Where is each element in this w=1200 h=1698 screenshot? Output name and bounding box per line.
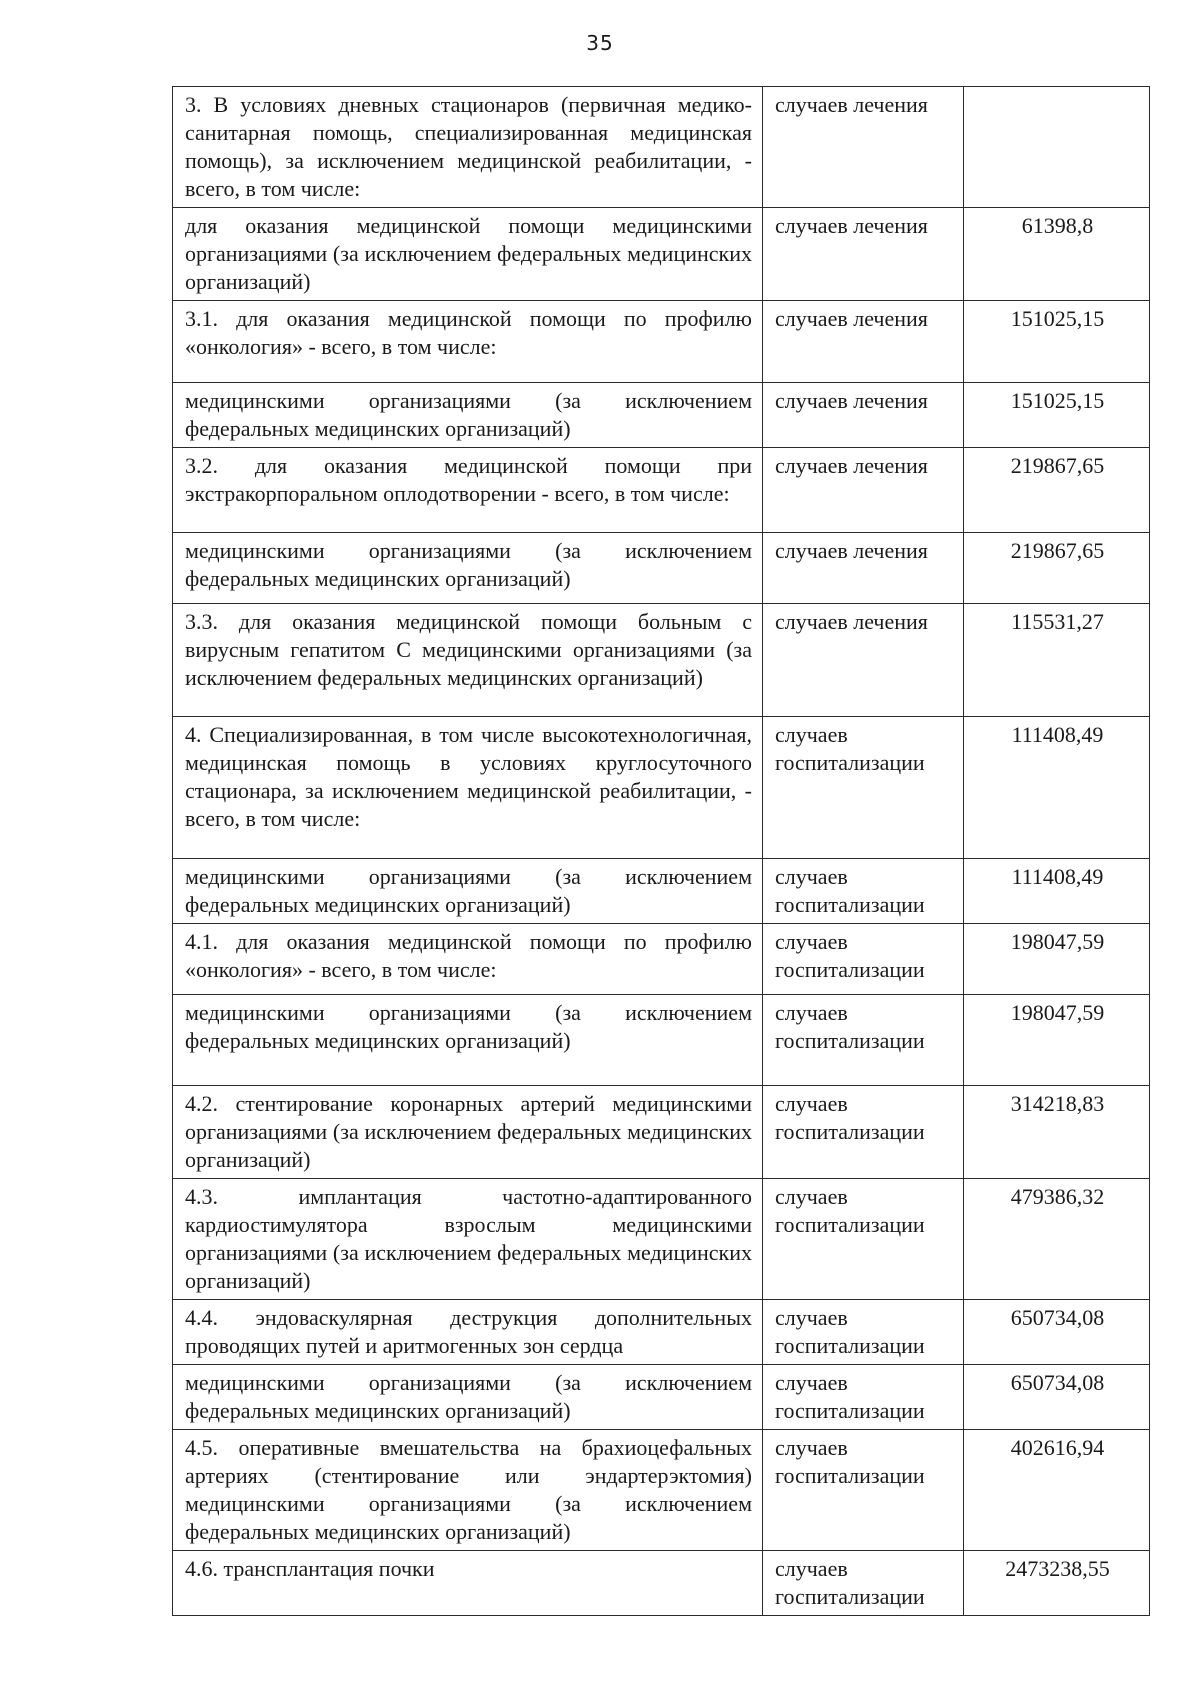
- row-unit: случаев лечения: [763, 383, 964, 448]
- row-value: 2473238,55: [964, 1551, 1150, 1616]
- row-value: 650734,08: [964, 1300, 1150, 1365]
- row-unit: случаев лечения: [763, 448, 964, 533]
- row-unit: случаев госпитализации: [763, 1300, 964, 1365]
- row-value: 314218,83: [964, 1086, 1150, 1179]
- row-unit: случаев лечения: [763, 604, 964, 717]
- row-unit: случаев госпитализации: [763, 995, 964, 1086]
- cost-standards-table: [172, 86, 1150, 1616]
- row-description: для оказания медицинской помощи медицинскими организациями (за исключением федеральных медицинских организаций): [173, 208, 763, 301]
- table-row: [173, 1179, 1150, 1300]
- row-unit: случаев госпитализации: [763, 717, 964, 859]
- row-unit: случаев лечения: [763, 208, 964, 301]
- row-description: 3.2. для оказания медицинской помощи при экстракорпоральном оплодотворении - всего, в том числе:: [173, 448, 763, 533]
- row-value: 479386,32: [964, 1179, 1150, 1300]
- row-unit: случаев лечения: [763, 533, 964, 604]
- table-row: [173, 604, 1150, 717]
- table-row: [173, 383, 1150, 448]
- table-row: [173, 87, 1150, 208]
- row-value: 111408,49: [964, 859, 1150, 924]
- row-description: 3.3. для оказания медицинской помощи больным с вирусным гепатитом С медицинскими организациями (за исключением федеральных медицинских организаций): [173, 604, 763, 717]
- row-description: медицинскими организациями (за исключением федеральных медицинских организаций): [173, 995, 763, 1086]
- row-unit: случаев госпитализации: [763, 1430, 964, 1551]
- row-value: 198047,59: [964, 924, 1150, 995]
- table-row: [173, 1300, 1150, 1365]
- table-row: [173, 1430, 1150, 1551]
- row-value: 151025,15: [964, 301, 1150, 383]
- row-unit: случаев лечения: [763, 87, 964, 208]
- row-description: 4.5. оперативные вмешательства на брахиоцефальных артериях (стентирование или эндартерэктомия) медицинскими организациями (за исключением федеральных медицинских организаций): [173, 1430, 763, 1551]
- row-value: 219867,65: [964, 448, 1150, 533]
- row-description: 4.3. имплантация частотно-адаптированного кардиостимулятора взрослым медицинскими организациями (за исключением федеральных медицинских организаций): [173, 1179, 763, 1300]
- row-value: 61398,8: [964, 208, 1150, 301]
- table-row: [173, 717, 1150, 859]
- row-value: 219867,65: [964, 533, 1150, 604]
- row-description: 3. В условиях дневных стационаров (первичная медико-санитарная помощь, специализированная медицинская помощь), за исключением медицинской реабилитации, - всего, в том числе:: [173, 87, 763, 208]
- page-number: 35: [586, 31, 614, 55]
- row-unit: случаев госпитализации: [763, 859, 964, 924]
- row-value: 650734,08: [964, 1365, 1150, 1430]
- row-value: 402616,94: [964, 1430, 1150, 1551]
- table-row: [173, 208, 1150, 301]
- table-row: [173, 533, 1150, 604]
- row-description: медицинскими организациями (за исключением федеральных медицинских организаций): [173, 383, 763, 448]
- row-value: 115531,27: [964, 604, 1150, 717]
- row-description: медицинскими организациями (за исключением федеральных медицинских организаций): [173, 1365, 763, 1430]
- row-description: медицинскими организациями (за исключением федеральных медицинских организаций): [173, 533, 763, 604]
- row-description: 4.6. трансплантация почки: [173, 1551, 763, 1616]
- row-description: 4. Специализированная, в том числе высокотехнологичная, медицинская помощь в условиях круглосуточного стационара, за исключением медицинской реабилитации, - всего, в том числе:: [173, 717, 763, 859]
- row-unit: случаев госпитализации: [763, 1551, 964, 1616]
- row-unit: случаев госпитализации: [763, 924, 964, 995]
- row-unit: случаев госпитализации: [763, 1086, 964, 1179]
- row-description: 4.1. для оказания медицинской помощи по профилю «онкология» - всего, в том числе:: [173, 924, 763, 995]
- table-row: [173, 1551, 1150, 1616]
- row-description: 3.1. для оказания медицинской помощи по профилю «онкология» - всего, в том числе:: [173, 301, 763, 383]
- row-description: 4.2. стентирование коронарных артерий медицинскими организациями (за исключением федеральных медицинских организаций): [173, 1086, 763, 1179]
- row-description: 4.4. эндоваскулярная деструкция дополнительных проводящих путей и аритмогенных зон сердца: [173, 1300, 763, 1365]
- table-row: [173, 1365, 1150, 1430]
- row-value: 151025,15: [964, 383, 1150, 448]
- table-row: [173, 301, 1150, 383]
- row-unit: случаев лечения: [763, 301, 964, 383]
- table-row: [173, 1086, 1150, 1179]
- table-row: [173, 995, 1150, 1086]
- row-unit: случаев госпитализации: [763, 1365, 964, 1430]
- table-row: [173, 859, 1150, 924]
- row-unit: случаев госпитализации: [763, 1179, 964, 1300]
- row-value: [964, 87, 1150, 208]
- table-row: [173, 448, 1150, 533]
- row-description: медицинскими организациями (за исключением федеральных медицинских организаций): [173, 859, 763, 924]
- row-value: 198047,59: [964, 995, 1150, 1086]
- table-row: [173, 924, 1150, 995]
- row-value: 111408,49: [964, 717, 1150, 859]
